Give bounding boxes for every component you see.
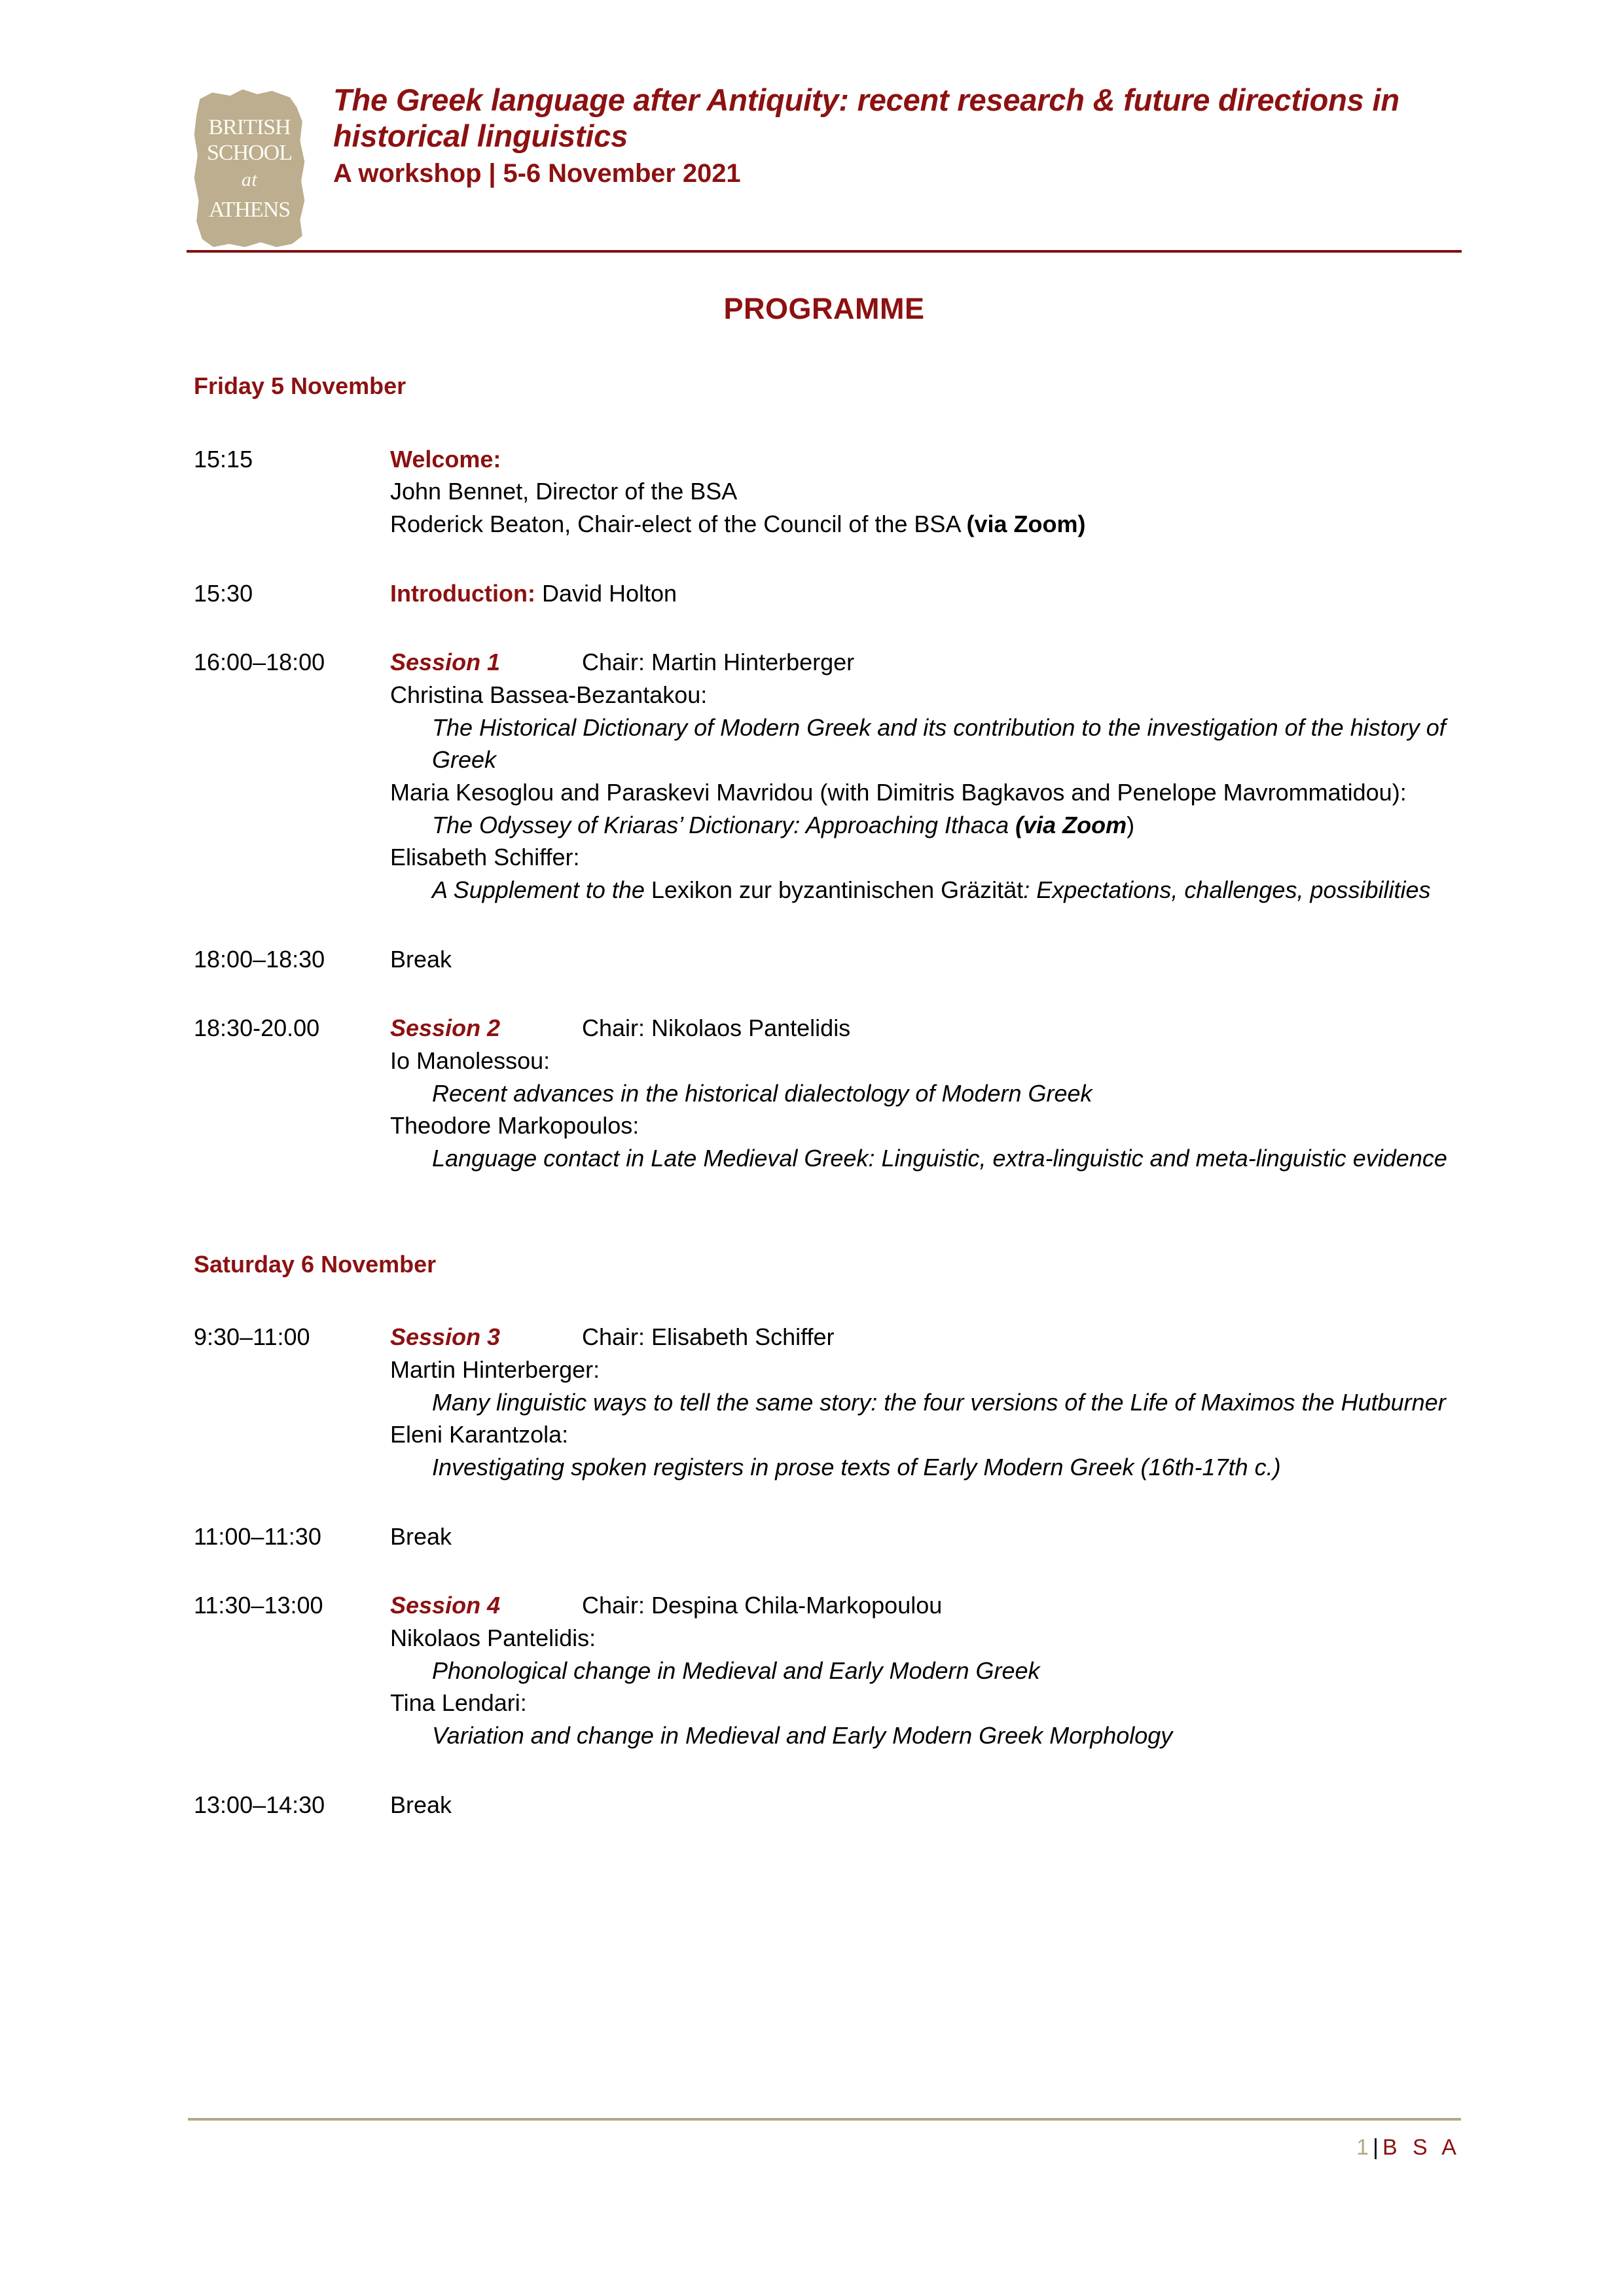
- paper-title: [390, 809, 1470, 842]
- session-header: [390, 1321, 1470, 1354]
- session-label: Session 2: [390, 1014, 501, 1042]
- session-chair: Chair: Elisabeth Schiffer: [582, 1323, 835, 1351]
- paper-title-part: The Odyssey of Kriaras’ Dictionary: Approaching Ithaca: [432, 811, 1016, 838]
- footer-separator: |: [1373, 2135, 1379, 2160]
- break-label: Break: [390, 1522, 452, 1550]
- entry-time: 18:00–18:30: [194, 945, 325, 973]
- entry-body: [390, 1520, 1470, 1553]
- introduction-label: Introduction:: [390, 579, 535, 607]
- vertical-spacer: [194, 403, 1470, 443]
- day-heading: Friday 5 November: [194, 372, 406, 399]
- entry-body: [390, 646, 1470, 906]
- header-title-block: [310, 77, 1460, 189]
- entry-body: [390, 1012, 1470, 1174]
- page-title: PROGRAMME: [723, 292, 925, 325]
- entry-body: [390, 1321, 1470, 1483]
- session-chair: Chair: Martin Hinterberger: [582, 649, 855, 676]
- paper-title-part: Phonological change in Medieval and Early Modern Greek: [432, 1657, 1040, 1684]
- paper-speaker: Theodore Markopoulos:: [390, 1112, 640, 1139]
- programme-row: [194, 1520, 1470, 1553]
- programme-row: [194, 1012, 1470, 1174]
- vertical-spacer: [194, 1211, 1470, 1248]
- paper-title-part: Variation and change in Medieval and Early Modern Greek Morphology: [432, 1722, 1173, 1749]
- paper-speaker: Martin Hinterberger:: [390, 1356, 600, 1384]
- paper-title: [390, 711, 1470, 776]
- entry-body: [390, 1789, 1470, 1821]
- session-label: Session 3: [390, 1323, 501, 1351]
- paper-title-tail: ): [1127, 811, 1135, 838]
- session-chair: Chair: Nikolaos Pantelidis: [582, 1014, 851, 1042]
- paper-title-roman-part: Lexikon zur byzantinischen Gräzität: [651, 876, 1024, 904]
- logo-line-school: SCHOOL: [206, 141, 293, 165]
- entry-time: 16:00–18:00: [194, 649, 325, 676]
- paper-title: [390, 1719, 1470, 1752]
- entry-body: [390, 1589, 1470, 1751]
- break-label: Break: [390, 945, 452, 973]
- session-header: [390, 646, 1470, 679]
- paper-title: [390, 1077, 1470, 1110]
- paper-title: [390, 874, 1470, 906]
- paper-title: [390, 1142, 1470, 1175]
- entry-time: 11:30–13:00: [194, 1592, 323, 1619]
- paper-title: [390, 1451, 1470, 1484]
- vertical-spacer: [194, 1175, 1470, 1211]
- entry-time: 18:30-20.00: [194, 1014, 320, 1042]
- paper-title-part: Many linguistic ways to tell the same story: the four versions of the Life of Maximos the Hutburner: [432, 1388, 1446, 1416]
- session-chair: Chair: Despina Chila-Markopoulou: [582, 1592, 943, 1619]
- footer-divider: [188, 2118, 1461, 2121]
- paper-title-part: A Supplement to the: [432, 876, 651, 904]
- paper-speaker: Nikolaos Pantelidis:: [390, 1624, 596, 1652]
- paper-title-part: Recent advances in the historical dialectology of Modern Greek: [432, 1079, 1092, 1107]
- welcome-label: Welcome:: [390, 445, 501, 473]
- session-label: Session 1: [390, 649, 501, 676]
- paper-speaker: Maria Kesoglou and Paraskevi Mavridou (with Dimitris Bagkavos and Penelope Mavrommatidou):: [390, 779, 1407, 806]
- logo-line-at: at: [241, 169, 258, 190]
- vertical-spacer: [194, 906, 1470, 943]
- entry-body: [390, 443, 1470, 541]
- programme-row: [194, 1789, 1470, 1821]
- entry-body: [390, 577, 1470, 610]
- session-header: [390, 1589, 1470, 1622]
- logo-line-british: BRITISH: [208, 115, 291, 139]
- vertical-spacer: [194, 1484, 1470, 1520]
- vertical-spacer: [194, 1280, 1470, 1321]
- paper-speaker: Elisabeth Schiffer:: [390, 844, 580, 871]
- programme-row: [194, 943, 1470, 976]
- session-label: Session 4: [390, 1592, 501, 1619]
- via-zoom-note: (via Zoom): [966, 511, 1086, 538]
- workshop-subtitle: A workshop | 5-6 November 2021: [333, 159, 741, 188]
- entry-line: Roderick Beaton, Chair-elect of the Council of the BSA (via Zoom): [390, 511, 1086, 538]
- entry-time: 9:30–11:00: [194, 1323, 310, 1351]
- document-header: [187, 77, 1460, 251]
- programme-row: [194, 443, 1470, 541]
- paper-speaker: Eleni Karantzola:: [390, 1421, 569, 1448]
- paper-title-part: Investigating spoken registers in prose texts of Early Modern Greek (16th-17th c.): [432, 1454, 1281, 1481]
- footer: [188, 2135, 1461, 2161]
- vertical-spacer: [194, 609, 1470, 646]
- programme-row: [194, 1321, 1470, 1483]
- logo-text-block: [193, 88, 306, 249]
- entry-time: 15:15: [194, 445, 253, 473]
- entry-label: [390, 443, 1470, 476]
- programme-row: [194, 1589, 1470, 1751]
- paper-title-bold-note: (via Zoom: [1015, 811, 1127, 838]
- break-label: Break: [390, 1791, 452, 1818]
- logo-line-athens: ATHENS: [208, 198, 291, 222]
- workshop-title: The Greek language after Antiquity: recent research & future directions in historical linguistics: [333, 82, 1399, 153]
- vertical-spacer: [194, 541, 1470, 577]
- entry-time: 15:30: [194, 579, 253, 607]
- entry-time: 11:00–11:30: [194, 1522, 321, 1550]
- footer-organisation: B S A: [1382, 2135, 1461, 2160]
- vertical-spacer: [194, 1752, 1470, 1789]
- entry-line: Introduction: David Holton: [390, 579, 677, 607]
- programme-row: [194, 646, 1470, 906]
- paper-title-part: The Historical Dictionary of Modern Greek and its contribution to the investigation of the history of Greek: [432, 713, 1446, 774]
- programme-row: [194, 577, 1470, 610]
- vertical-spacer: [194, 975, 1470, 1012]
- paper-speaker: Tina Lendari:: [390, 1689, 527, 1717]
- paper-speaker: Christina Bassea-Bezantakou:: [390, 681, 708, 709]
- paper-title: [390, 1386, 1470, 1419]
- paper-speaker: Io Manolessou:: [390, 1047, 550, 1075]
- vertical-spacer: [194, 1552, 1470, 1589]
- day-heading: Saturday 6 November: [194, 1250, 437, 1278]
- bsa-logo: [187, 84, 310, 251]
- entry-time: 13:00–14:30: [194, 1791, 325, 1818]
- entry-body: [390, 943, 1470, 976]
- paper-title-part: : Expectations, challenges, possibilities: [1023, 876, 1431, 904]
- session-header: [390, 1012, 1470, 1045]
- programme-content: [194, 370, 1470, 1821]
- entry-line: John Bennet, Director of the BSA: [390, 478, 738, 505]
- paper-title: [390, 1655, 1470, 1687]
- footer-page-number: 1: [1356, 2135, 1369, 2160]
- paper-title-part: Language contact in Late Medieval Greek: Linguistic, extra-linguistic and meta-linguistic evidence: [432, 1145, 1447, 1172]
- header-divider: [187, 250, 1462, 253]
